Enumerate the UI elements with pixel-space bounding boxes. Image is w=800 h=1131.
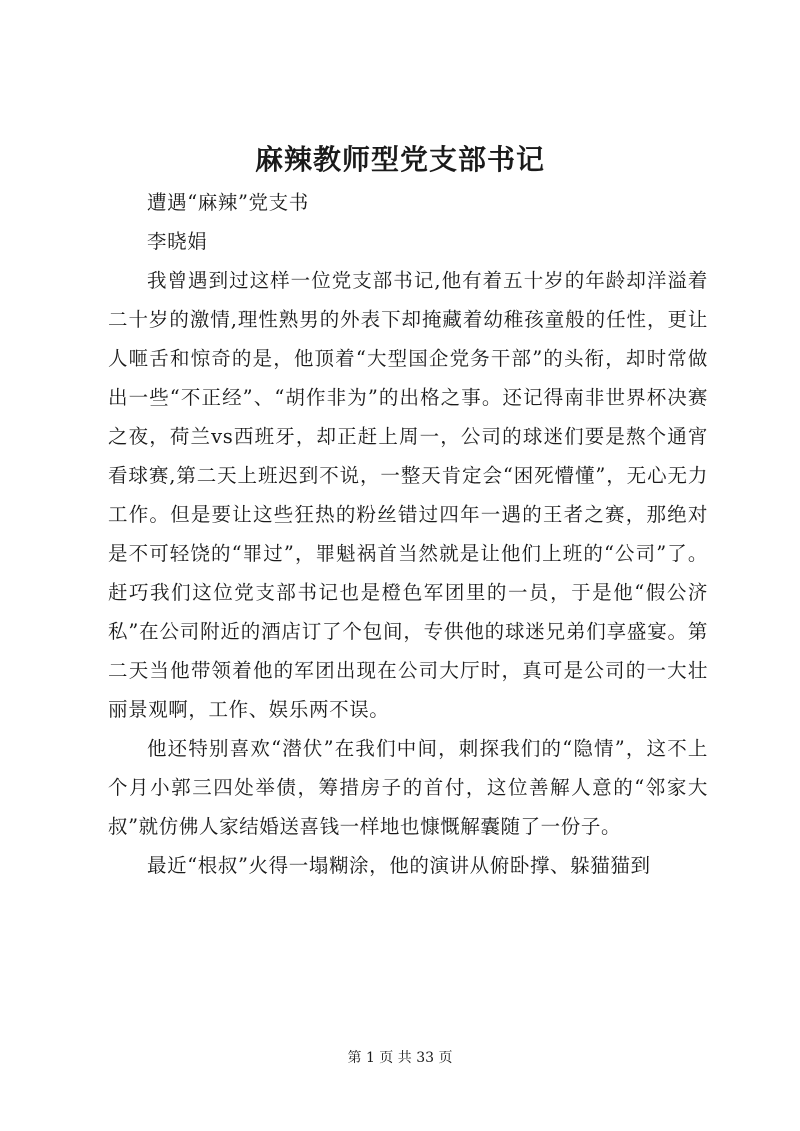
paragraph-body: 我曾遇到过这样一位党支部书记,他有着五十岁的年龄却洋溢着二十岁的激情,理性熟男的外表下却掩藏着幼稚孩童般的任性，更让人咂舌和惊奇的是，他顶着“大型国企党务干部”的头衔，却时常做出一些“不正经”、“胡作非为”的出格之事。还记得南非世界杯决赛之夜，荷兰vs西班牙，却正赶上周一，公司的球迷们要是熬个通宵看球赛,第二天上班迟到不说，一整天肯定会“困死懵懂”，无心无力工作。但是要让这些狂热的粉丝错过四年一遇的王者之赛，那绝对是不可轻饶的“罪过”，罪魁祸首当然就是让他们上班的“公司”了。赶巧我们这位党支部书记也是橙色军团里的一员，于是他“假公济私”在公司附近的酒店订了个包间，专供他的球迷兄弟们享盛宴。第二天当他带领着他的军团出现在公司大厅时，真可是公司的一大壮丽景观啊，工作、娱乐两不误。 — [108, 269, 708, 721]
page-footer: 第 1 页 共 33 页 — [347, 1050, 453, 1066]
document-body — [108, 183, 708, 885]
document-title: 麻辣教师型党支部书记 — [254, 143, 545, 176]
paragraph-author: 李晓娟 — [147, 230, 208, 253]
paragraph-body: 最近“根叔”火得一塌糊涂，他的演讲从俯卧撑、躲猫猫到 — [147, 854, 651, 877]
paragraph-body: 他还特别喜欢“潜伏”在我们中间，刺探我们的“隐情”，这不上个月小郭三四处举债，筹措房子的首付，这位善解人意的“邻家大叔”就仿佛人家结婚送喜钱一样地也慷慨解囊随了一份子。 — [108, 737, 708, 838]
paragraph-subtitle: 遭遇“麻辣”党支书 — [147, 191, 309, 214]
